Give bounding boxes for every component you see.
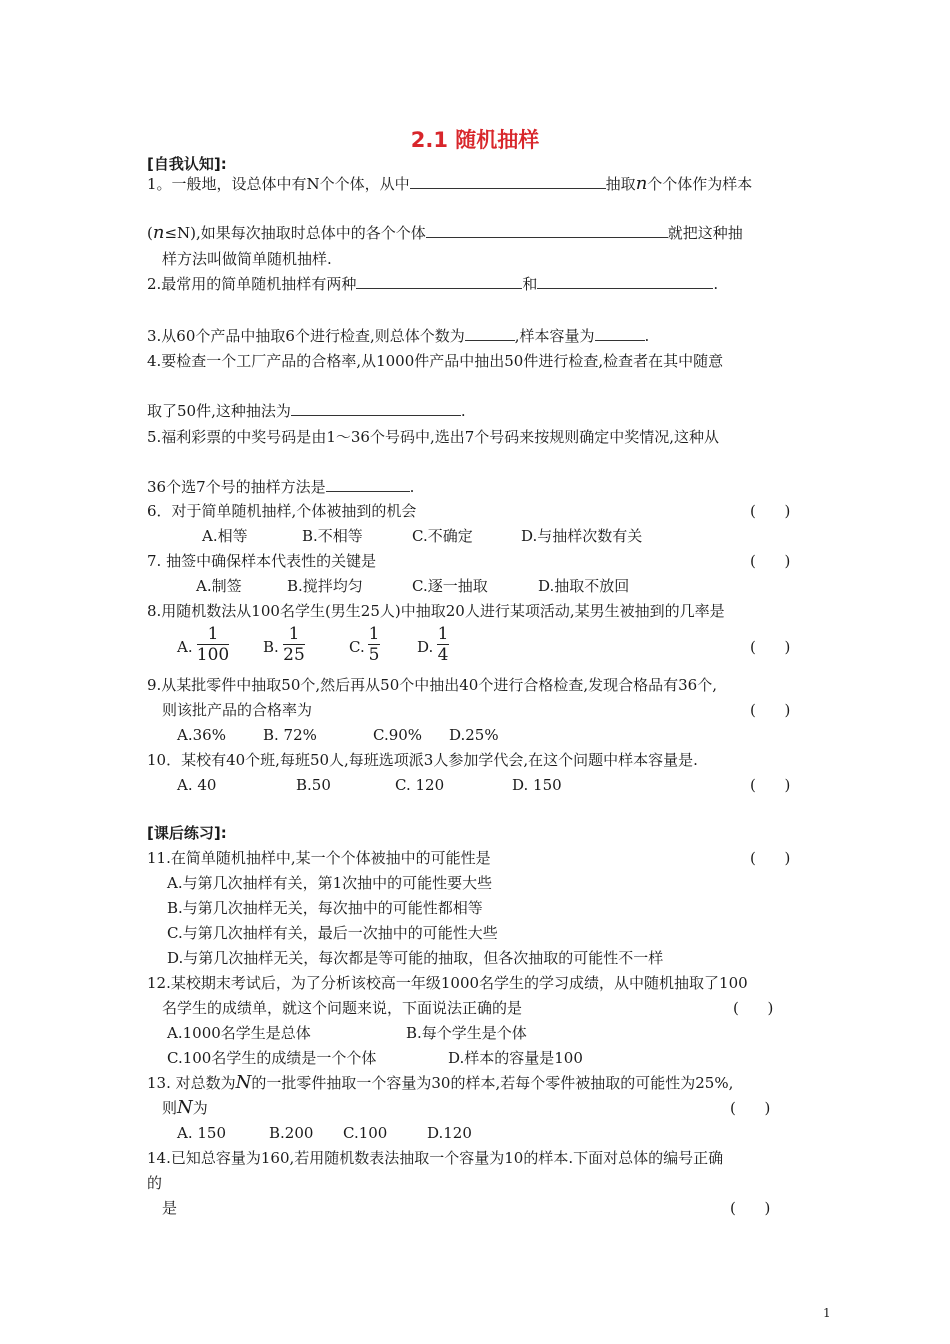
q8-option-b-label: B. bbox=[263, 638, 279, 656]
q8-option-b-fraction bbox=[283, 624, 305, 665]
section-heading-self-check: [自我认知]: bbox=[147, 155, 227, 173]
question-3 bbox=[147, 325, 649, 347]
q1-blank-1[interactable] bbox=[410, 174, 606, 189]
q8-option-a-label: A. bbox=[177, 638, 193, 656]
q1-text-d: ≤N),如果每次抽取时总体中的各个个体 bbox=[164, 224, 426, 242]
question-10-stem: 10．某校有40个班,每班50人,每班选项派3人参加学代会,在这个问题中样本容量是. bbox=[147, 751, 698, 769]
q8-d-numerator: 1 bbox=[437, 624, 449, 644]
q6-option-c: C.不确定 bbox=[412, 527, 473, 545]
question-1-line-1 bbox=[147, 173, 752, 195]
q8-answer-paren[interactable]: ( ) bbox=[750, 638, 791, 656]
q3-blank-2[interactable] bbox=[595, 326, 645, 341]
q8-b-numerator: 1 bbox=[288, 624, 300, 644]
q2-end: . bbox=[713, 275, 719, 293]
q1-text-b: 抽取 bbox=[605, 175, 636, 193]
q8-b-denominator: 25 bbox=[283, 645, 305, 665]
q12-answer-paren[interactable]: ( ) bbox=[733, 999, 774, 1017]
q1-blank-2[interactable] bbox=[426, 223, 668, 238]
question-6-stem: 6．对于简单随机抽样,个体被抽到的机会 bbox=[147, 502, 417, 520]
question-14-line-1: 14.已知总容量为160,若用随机数表法抽取一个容量为10的样本.下面对总体的编号正确 bbox=[147, 1149, 724, 1167]
q13-answer-paren[interactable]: ( ) bbox=[730, 1099, 771, 1117]
q13-option-c: C.100 bbox=[343, 1124, 388, 1142]
question-14-line-3: 是 bbox=[162, 1199, 178, 1217]
q8-option-c-fraction bbox=[368, 624, 380, 665]
q14-answer-paren[interactable]: ( ) bbox=[730, 1199, 771, 1217]
q6-option-d: D.与抽样次数有关 bbox=[521, 527, 643, 545]
question-13-line-2 bbox=[162, 1097, 208, 1119]
q7-option-d: D.抽取不放回 bbox=[538, 577, 630, 595]
q9-option-c: C.90% bbox=[373, 726, 423, 744]
q13-text-a: 13. 对总数为 bbox=[147, 1074, 236, 1092]
q12-option-c: C.100名学生的成绩是一个个体 bbox=[167, 1049, 377, 1067]
question-5-line-1: 5.福利彩票的中奖号码是由1～36个号码中,选出7个号码来按规则确定中奖情况,这种从 bbox=[147, 428, 720, 446]
q8-d-denominator: 4 bbox=[437, 645, 449, 665]
q11-answer-paren[interactable]: ( ) bbox=[750, 849, 791, 867]
question-11-stem: 11.在简单随机抽样中,某一个个体被抽中的可能性是 bbox=[147, 849, 491, 867]
question-9-line-2: 则该批产品的合格率为 bbox=[162, 701, 313, 719]
q1-text-c: 个个体作为样本 bbox=[647, 175, 753, 193]
q13-text-d: 为 bbox=[192, 1099, 208, 1117]
q13-var-n-2: N bbox=[177, 1097, 193, 1118]
q12-option-d: D.样本的容量是100 bbox=[448, 1049, 583, 1067]
q4-blank[interactable] bbox=[291, 401, 461, 416]
q7-option-b: B.搅拌均匀 bbox=[287, 577, 363, 595]
q13-text-c: 则 bbox=[162, 1099, 178, 1117]
q1-var-n-2: n bbox=[152, 222, 165, 243]
q11-option-b: B.与第几次抽样无关，每次抽中的可能性都相等 bbox=[167, 899, 483, 917]
q8-option-d-label: D. bbox=[417, 638, 434, 656]
q6-option-a: A.相等 bbox=[202, 527, 248, 545]
q6-option-b: B.不相等 bbox=[302, 527, 363, 545]
q10-option-d: D. 150 bbox=[512, 776, 562, 794]
page-number: 1 bbox=[823, 1306, 831, 1320]
q11-option-c: C.与第几次抽样有关，最后一次抽中的可能性大些 bbox=[167, 924, 498, 942]
question-7-stem: 7. 抽签中确保样本代表性的关键是 bbox=[147, 552, 377, 570]
question-13-line-1 bbox=[147, 1072, 733, 1094]
q8-option-a-fraction bbox=[197, 624, 229, 665]
q4-text-b: 取了50件,这种抽法为 bbox=[147, 402, 291, 420]
question-4-line-2 bbox=[147, 400, 466, 422]
q8-c-denominator: 5 bbox=[368, 645, 380, 665]
q12-option-b: B.每个学生是个体 bbox=[406, 1024, 527, 1042]
q1-text-e: 就把这种抽 bbox=[667, 224, 743, 242]
q13-text-b: 的一批零件抽取一个容量为30的样本,若每个零件被抽取的可能性为25%, bbox=[251, 1074, 734, 1092]
q2-blank-2[interactable] bbox=[537, 274, 713, 289]
section-heading-after-class: [课后练习]: bbox=[147, 824, 227, 842]
q11-option-a: A.与第几次抽样有关，第1次抽中的可能性要大些 bbox=[167, 874, 493, 892]
q13-option-a: A. 150 bbox=[177, 1124, 226, 1142]
q8-a-numerator: 1 bbox=[207, 624, 219, 644]
page-title: 2.1 随机抽样 bbox=[410, 128, 540, 152]
q1-text-a: 1。一般地，设总体中有N个个体，从中 bbox=[147, 175, 410, 193]
q10-option-b: B.50 bbox=[296, 776, 331, 794]
question-8-stem: 8.用随机数法从100名学生(男生25人)中抽取20人进行某项活动,某男生被抽到的几率是 bbox=[147, 602, 725, 620]
q5-blank[interactable] bbox=[326, 477, 410, 492]
q10-option-c: C. 120 bbox=[395, 776, 445, 794]
q1-var-n: n bbox=[635, 173, 648, 194]
q7-option-c: C.逐一抽取 bbox=[412, 577, 488, 595]
q13-option-b: B.200 bbox=[269, 1124, 314, 1142]
q4-end: . bbox=[460, 402, 466, 420]
q7-answer-paren[interactable]: ( ) bbox=[750, 552, 791, 570]
q9-answer-paren[interactable]: ( ) bbox=[750, 701, 791, 719]
q5-text-b: 36个选7个号的抽样方法是 bbox=[147, 478, 326, 496]
q3-blank-1[interactable] bbox=[465, 326, 515, 341]
question-4-line-1: 4.要检查一个工厂产品的合格率,从1000件产品中抽出50件进行检查,检查者在其中随意 bbox=[147, 352, 724, 370]
q13-option-d: D.120 bbox=[427, 1124, 472, 1142]
q2-text: 2.最常用的简单随机抽样有两种 bbox=[147, 275, 357, 293]
q13-var-n: N bbox=[235, 1072, 252, 1093]
question-12-line-1: 12.某校期末考试后，为了分析该校高一年级1000名学生的学习成绩，从中随机抽取了100 bbox=[147, 974, 748, 992]
q8-option-c-label: C. bbox=[349, 638, 365, 656]
question-1-line-3: 样方法叫做简单随机抽样. bbox=[162, 250, 332, 268]
q7-option-a: A.制签 bbox=[196, 577, 242, 595]
q6-answer-paren[interactable]: ( ) bbox=[750, 502, 791, 520]
q9-option-a: A.36% bbox=[177, 726, 226, 744]
q2-and: 和 bbox=[522, 275, 538, 293]
q12-option-a: A.1000名学生是总体 bbox=[167, 1024, 311, 1042]
q8-option-d-fraction bbox=[437, 624, 449, 665]
q11-option-d: D.与第几次抽样无关，每次都是等可能的抽取，但各次抽取的可能性不一样 bbox=[167, 949, 664, 967]
q8-a-denominator: 100 bbox=[196, 645, 230, 665]
question-12-line-2: 名学生的成绩单，就这个问题来说，下面说法正确的是 bbox=[162, 999, 523, 1017]
q5-end: . bbox=[409, 478, 415, 496]
question-2 bbox=[147, 273, 718, 295]
question-1-line-2: (n≤N),如果每次抽取时总体中的各个个体 就把这种抽 bbox=[147, 222, 743, 243]
question-9-line-1: 9.从某批零件中抽取50个,然后再从50个中抽出40个进行合格检查,发现合格品有36个, bbox=[147, 676, 717, 694]
q2-blank-1[interactable] bbox=[356, 274, 522, 289]
q3-text: 3.从60个产品中抽取6个进行检查,则总体个数为 bbox=[147, 327, 465, 345]
q3-text-b: ,样本容量为 bbox=[514, 327, 595, 345]
q9-option-d: D.25% bbox=[449, 726, 499, 744]
q3-end: . bbox=[644, 327, 650, 345]
q10-answer-paren[interactable]: ( ) bbox=[750, 776, 791, 794]
q9-option-b: B. 72% bbox=[263, 726, 317, 744]
question-5-line-2 bbox=[147, 476, 414, 498]
question-14-line-2: 的 bbox=[147, 1174, 163, 1192]
q8-c-numerator: 1 bbox=[368, 624, 380, 644]
q10-option-a: A. 40 bbox=[177, 776, 217, 794]
